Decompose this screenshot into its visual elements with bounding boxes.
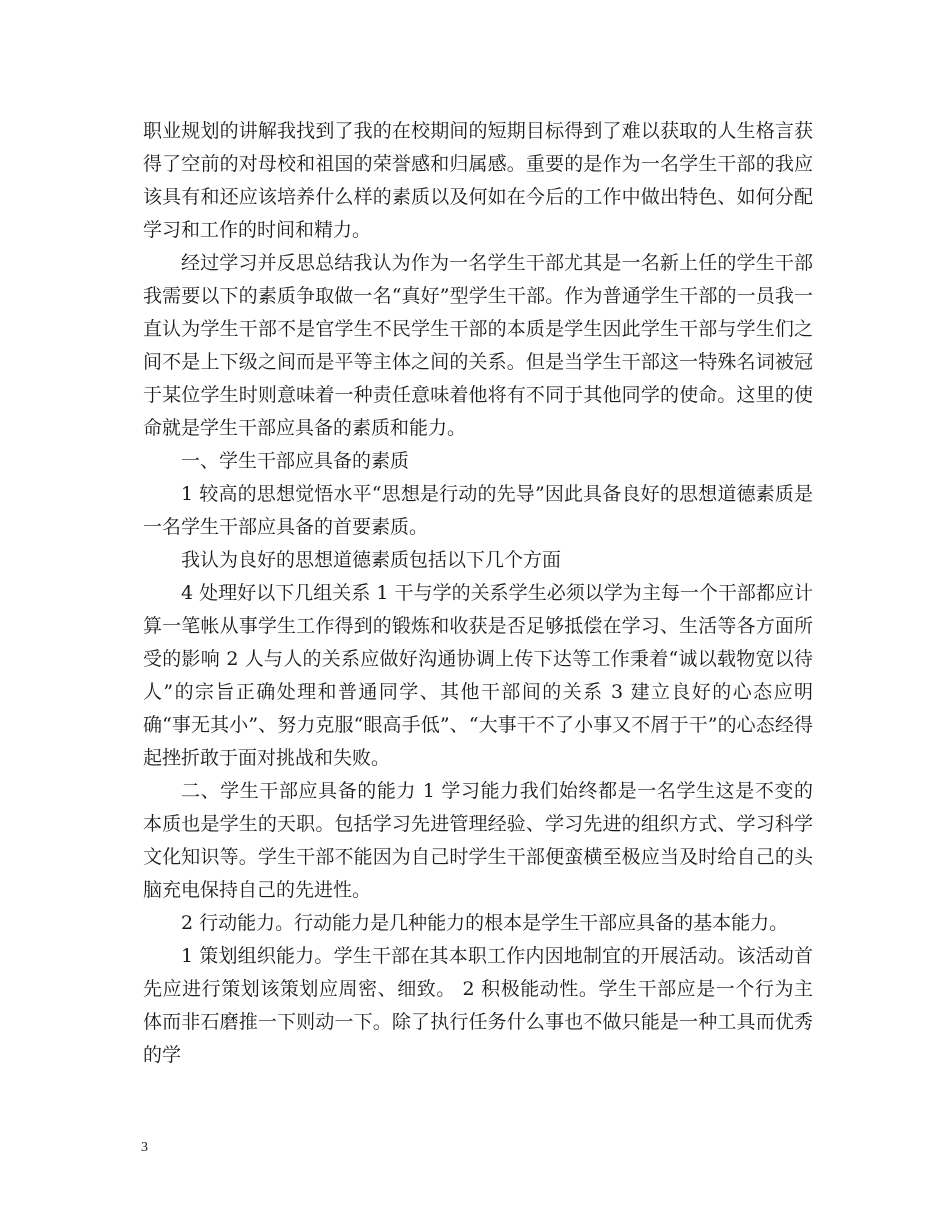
page-number: 3 <box>141 1140 148 1155</box>
body-text <box>143 115 813 1072</box>
paragraph-7: 2 行动能力。行动能力是几种能力的根本是学生干部应具备的基本能力。 <box>181 912 789 934</box>
paragraph-1: 职业规划的讲解我找到了我的在校期间的短期目标得到了难以获取的人生格言获得了空前的对母校和祖国的荣誉感和归属感。重要的是作为一名学生干部的我应该具有和还应该培养什么样的素质以及何如在今后的工作中做出特色、如何分配学习和工作的时间和精力。 <box>143 120 813 241</box>
paragraph-3: 1 较高的思想觉悟水平“思想是行动的先导”因此具备良好的思想道德素质是一名学生干部应具备的首要素质。 <box>143 483 813 538</box>
paragraph-4: 我认为良好的思想道德素质包括以下几个方面 <box>181 549 562 571</box>
paragraph-2: 经过学习并反思总结我认为作为一名学生干部尤其是一名新上任的学生干部我需要以下的素质争取做一名“真好”型学生干部。作为普通学生干部的一员我一直认为学生干部不是官学生不民学生干部的本质是学生因此学生干部与学生们之间不是上下级之间而是平等主体之间的关系。但是当学生干部这一特殊名词被冠于某位学生时则意味着一种责任意味着他将有不同于其他同学的使命。这里的使命就是学生干部应具备的素质和能力。 <box>143 252 813 439</box>
paragraph-8: 1 策划组织能力。学生干部在其本职工作内因地制宜的开展活动。该活动首先应进行策划该策划应周密、细致。 2 积极能动性。学生干部应是一个行为主体而非石磨推一下则动一下。除了执行任务什么事也不做只能是一种工具而优秀的学 <box>143 945 813 1066</box>
section-heading-qualities: 一、学生干部应具备的素质 <box>181 450 410 472</box>
paragraph-5: 4 处理好以下几组关系 1 干与学的关系学生必须以学为主每一个干部都应计算一笔帐从事学生工作得到的锻炼和收获是否足够抵偿在学习、生活等各方面所受的影响 2 人与人的关系应做好沟通协调上传下达等工作秉着“诚以载物宽以待人”的宗旨正确处理和普通同学、其他干部间的关系 3 建立良好的心态应明确“事无其小”、努力克服“眼高手低”、“大事干不了小事又不屑于干”的心态经得起挫折敢于面对挑战和失败。 <box>143 582 813 769</box>
paragraph-6: 二、学生干部应具备的能力 1 学习能力我们始终都是一名学生这是不变的本质也是学生的天职。包括学习先进管理经验、学习先进的组织方式、学习科学文化知识等。学生干部不能因为自己时学生干部便蛮横至极应当及时给自己的头脑充电保持自己的先进性。 <box>143 780 813 901</box>
